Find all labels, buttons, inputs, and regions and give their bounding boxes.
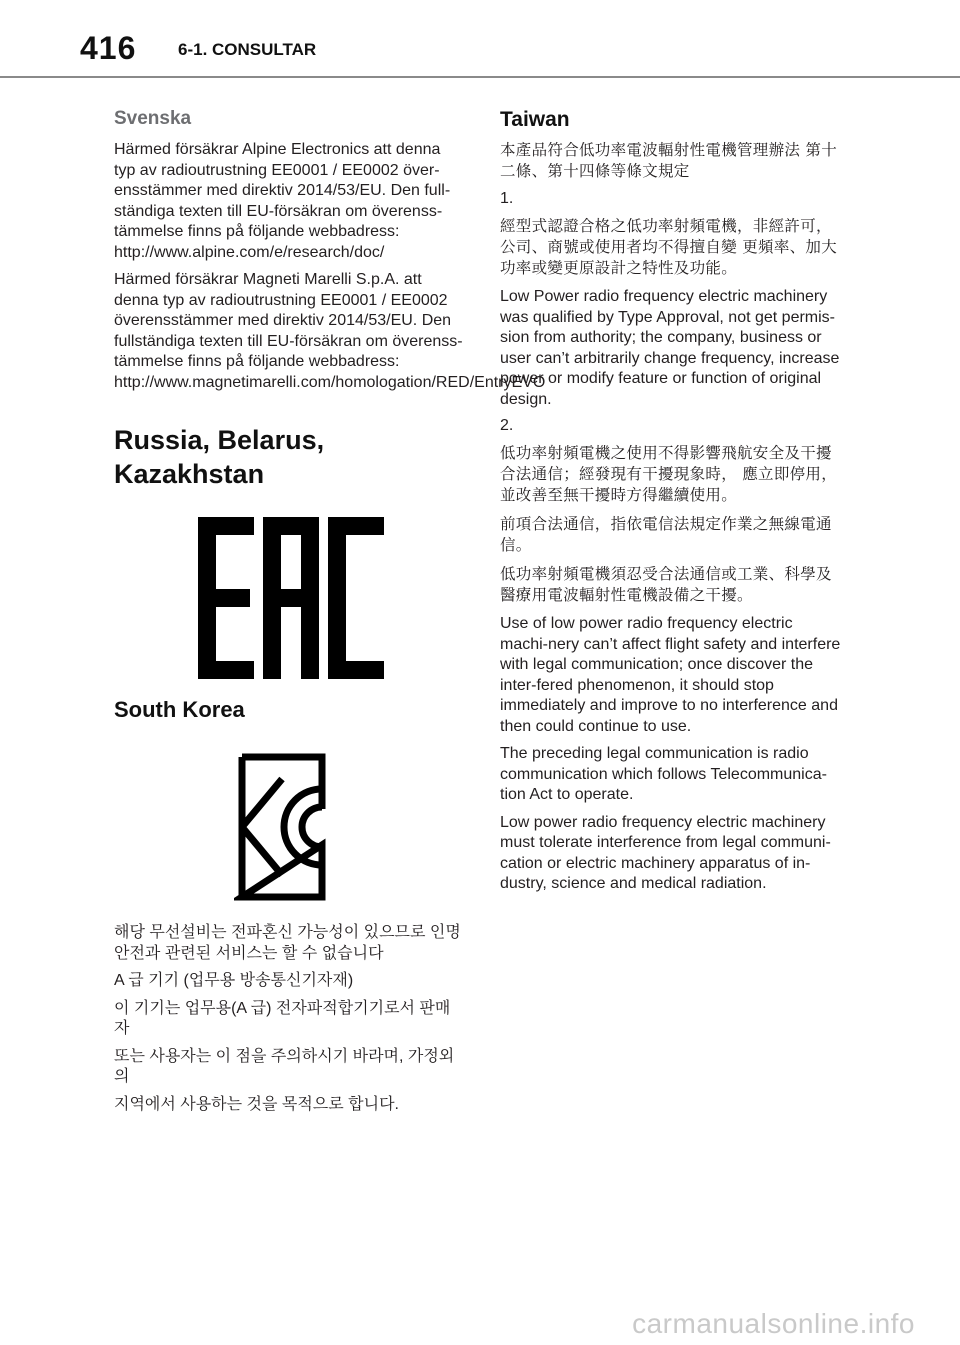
english-paragraph-2: Use of low power radio frequency electric machi-nery can’t affect flight safety and interfere with legal communication; once discover the inter-fered phenomenon, it should stop immediately and improve to no interference and then could continue to use. — [500, 615, 841, 735]
korea-paragraph-5: 지역에서 사용하는 것을 목적으로 합니다. — [114, 1095, 399, 1113]
svenska-paragraph-2: Härmed försäkrar Magneti Marelli S.p.A. att denna typ av radioutrustning EE0001 / EE0002 överensstämmer med direktiv 2014/53/EU. Den fullständiga texten till EU-försäkran om överenss-tämmelse finns på följande webbadress: http://www.magnetimarelli.com/homologation/RED/EntryEVO — [114, 271, 546, 391]
section-title: 6-1. CONSULTAR — [178, 40, 317, 59]
page-header — [0, 0, 960, 78]
header-divider — [0, 76, 960, 78]
svenska-paragraph-1: Härmed försäkrar Alpine Electronics att denna typ av radioutrustning EE0001 / EE0002 över-ensstämmer med direktiv 2014/53/EU. Den full-ständiga texten till EU-försäkran om överenss-tämmelse finns på följande webbadress: http://www.alpine.com/e/research/doc/ — [114, 141, 451, 261]
korea-paragraph-4: 또는 사용자는 이 점을 주의하시기 바라며, 가정외의 — [114, 1047, 455, 1085]
taiwan-paragraph-3: 前項合法通信，指依電信法規定作業之無線電通信。 — [500, 515, 832, 554]
page-number: 416 — [80, 30, 137, 66]
taiwan-heading: Taiwan — [500, 108, 570, 131]
russia-heading: Russia, Belarus, Kazakhstan — [114, 425, 325, 489]
taiwan-intro: 本產品符合低功率電波輻射性電機管理辦法 第十二條、第十四條等條文規定 — [500, 141, 838, 180]
svenska-heading: Svenska — [114, 108, 192, 129]
item-number-2: 2. — [500, 417, 514, 434]
korea-paragraph-3: 이 기기는 업무용(A 급) 전자파적합기기로서 판매자 — [114, 999, 451, 1037]
korea-heading: South Korea — [114, 697, 245, 722]
korea-paragraph-2: A 급 기기 (업무용 방송통신기자재) — [114, 972, 354, 989]
taiwan-paragraph-1: 經型式認證合格之低功率射頻電機，非經許可，公司、商號或使用者均不得擅自變 更頻率、加大功率或變更原設計之特性及功能。 — [500, 217, 838, 277]
footer-watermark: carmanualsonline.info — [632, 1308, 915, 1339]
right-column — [500, 108, 845, 902]
english-paragraph-4: Low power radio frequency electric machinery must tolerate interference from legal communi-cation or electric machinery apparatus of in-dustry, science and medical radiation. — [500, 813, 831, 892]
korea-paragraph-1: 해당 무선설비는 전파혼신 가능성이 있으므로 인명안전과 관련된 서비스는 할 수 없습니다 — [114, 924, 461, 962]
item-number-1: 1. — [500, 190, 514, 207]
kc-logo — [234, 749, 330, 905]
taiwan-paragraph-2: 低功率射頻電機之使用不得影響飛航安全及干擾合法通信；經發現有干擾現象時， 應立即停用，並改善至無干擾時方得繼續使用。 — [500, 444, 838, 504]
eac-logo — [198, 517, 384, 679]
english-paragraph-1: Low Power radio frequency electric machinery was qualified by Type Approval, not get permis-sion from authority; the company, business or user can’t arbitrarily change frequency, increase power or modify feature or function of original design. — [500, 288, 840, 408]
english-paragraph-3: The preceding legal communication is radio communication which follows Telecommunica-tion Act to operate. — [500, 745, 827, 803]
taiwan-paragraph-4: 低功率射頻電機須忍受合法通信或工業、科學及醫療用電波輻射性電機設備之干擾。 — [500, 565, 832, 604]
